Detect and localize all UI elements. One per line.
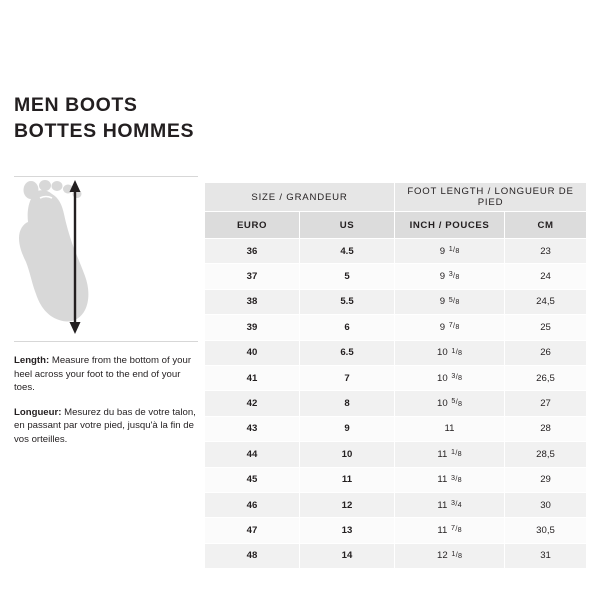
cell-cm: 24 bbox=[505, 264, 587, 289]
column-header-us: US bbox=[300, 212, 395, 239]
cell-cm: 28,5 bbox=[505, 442, 587, 467]
table-row bbox=[205, 391, 587, 416]
cell-us: 4.5 bbox=[300, 239, 395, 264]
cell-us: 5 bbox=[300, 264, 395, 289]
cell-euro: 47 bbox=[205, 518, 300, 543]
cell-cm: 25 bbox=[505, 315, 587, 340]
cell-inch: 10 3/8 bbox=[395, 365, 505, 390]
cell-cm: 24,5 bbox=[505, 289, 587, 314]
cell-cm: 31 bbox=[505, 543, 587, 568]
table-row bbox=[205, 416, 587, 441]
cell-us: 11 bbox=[300, 467, 395, 492]
note-length-fr bbox=[14, 406, 198, 447]
divider-top bbox=[14, 176, 198, 177]
cell-inch: 9 7/8 bbox=[395, 315, 505, 340]
foot-outline-icon bbox=[14, 180, 198, 338]
cell-us: 13 bbox=[300, 518, 395, 543]
table-row bbox=[205, 289, 587, 314]
cell-cm: 26,5 bbox=[505, 365, 587, 390]
cell-cm: 29 bbox=[505, 467, 587, 492]
cell-inch: 11 bbox=[395, 416, 505, 441]
cell-us: 9 bbox=[300, 416, 395, 441]
table-row bbox=[205, 492, 587, 517]
table-row bbox=[205, 365, 587, 390]
note-length-en bbox=[14, 354, 198, 395]
title-english: MEN BOOTS bbox=[14, 94, 138, 116]
cell-cm: 26 bbox=[505, 340, 587, 365]
cell-us: 10 bbox=[300, 442, 395, 467]
cell-inch: 12 1/8 bbox=[395, 543, 505, 568]
cell-us: 8 bbox=[300, 391, 395, 416]
cell-inch: 10 1/8 bbox=[395, 340, 505, 365]
title-french: BOTTES HOMMES bbox=[14, 120, 195, 142]
cell-euro: 42 bbox=[205, 391, 300, 416]
cell-inch: 9 5/8 bbox=[395, 289, 505, 314]
divider-bottom bbox=[14, 341, 198, 342]
cell-inch: 9 3/8 bbox=[395, 264, 505, 289]
size-table-body bbox=[205, 239, 587, 569]
cell-euro: 37 bbox=[205, 264, 300, 289]
cell-inch: 11 1/8 bbox=[395, 442, 505, 467]
size-table bbox=[204, 182, 587, 569]
note-length-en-text: Measure from the bottom of your heel across your foot to the end of your toes. bbox=[14, 355, 192, 394]
cell-cm: 28 bbox=[505, 416, 587, 441]
table-row bbox=[205, 315, 587, 340]
cell-euro: 41 bbox=[205, 365, 300, 390]
group-header-size: SIZE / GRANDEUR bbox=[205, 183, 395, 212]
page-title bbox=[14, 92, 434, 144]
table-row bbox=[205, 518, 587, 543]
table-row bbox=[205, 340, 587, 365]
cell-us: 7 bbox=[300, 365, 395, 390]
foot-diagram bbox=[14, 176, 198, 342]
cell-us: 5.5 bbox=[300, 289, 395, 314]
table-group-header-row bbox=[205, 183, 587, 212]
cell-inch: 11 3/8 bbox=[395, 467, 505, 492]
note-length-fr-label: Longueur: bbox=[14, 406, 62, 418]
cell-euro: 40 bbox=[205, 340, 300, 365]
cell-euro: 44 bbox=[205, 442, 300, 467]
cell-cm: 30 bbox=[505, 492, 587, 517]
cell-inch: 10 5/8 bbox=[395, 391, 505, 416]
cell-inch: 11 3/4 bbox=[395, 492, 505, 517]
cell-us: 6.5 bbox=[300, 340, 395, 365]
cell-euro: 46 bbox=[205, 492, 300, 517]
table-row bbox=[205, 264, 587, 289]
table-row bbox=[205, 467, 587, 492]
column-header-cm: CM bbox=[505, 212, 587, 239]
cell-us: 12 bbox=[300, 492, 395, 517]
note-length-en-label: Length: bbox=[14, 355, 50, 366]
cell-us: 6 bbox=[300, 315, 395, 340]
column-header-inch: INCH / POUCES bbox=[395, 212, 505, 239]
table-row bbox=[205, 543, 587, 568]
cell-us: 14 bbox=[300, 543, 395, 568]
cell-inch: 9 1/8 bbox=[395, 239, 505, 264]
cell-euro: 36 bbox=[205, 239, 300, 264]
size-table-wrapper bbox=[204, 182, 586, 569]
table-column-header-row bbox=[205, 212, 587, 239]
cell-cm: 30,5 bbox=[505, 518, 587, 543]
cell-inch: 11 7/8 bbox=[395, 518, 505, 543]
group-header-foot-length: FOOT LENGTH / LONGUEUR DE PIED bbox=[395, 183, 587, 212]
table-row bbox=[205, 239, 587, 264]
table-row bbox=[205, 442, 587, 467]
cell-cm: 23 bbox=[505, 239, 587, 264]
cell-euro: 45 bbox=[205, 467, 300, 492]
cell-euro: 48 bbox=[205, 543, 300, 568]
note-length-fr-text: Mesurez du bas de votre talon, en passant par votre pied, jusqu'à la fin de vos orteilles. bbox=[14, 406, 196, 445]
cell-euro: 39 bbox=[205, 315, 300, 340]
measurement-guide bbox=[14, 176, 198, 447]
column-header-euro: EURO bbox=[205, 212, 300, 239]
cell-euro: 38 bbox=[205, 289, 300, 314]
cell-cm: 27 bbox=[505, 391, 587, 416]
cell-euro: 43 bbox=[205, 416, 300, 441]
